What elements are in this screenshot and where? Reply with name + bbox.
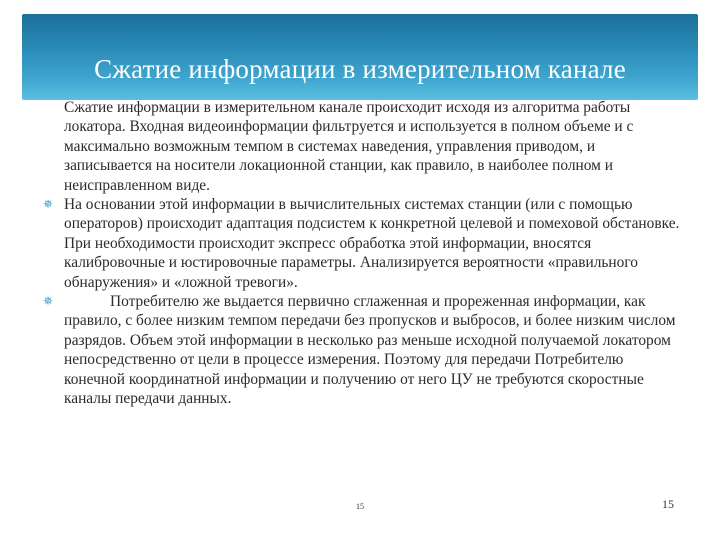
slide-body (43, 98, 682, 409)
page-number-center: 15 (356, 502, 364, 511)
paragraph-1-text: Сжатие информации в измерительном канале происходит исходя из алгоритма работы локатора. Входная видеоинформации фильтруется и используется в полном объеме и с максимально возможным темпом в системах наведения, управления приводом, и записывается на носители локационной станции, как правило, в наиболее полном и неисправленном виде. (64, 99, 634, 194)
slide-title: Сжатие информации в измерительном канале (94, 54, 626, 84)
paragraph-3-text: Потребителю же выдается первично сглаженная и прореженная информации, как правило, с более низким темпом передачи без пропусков и выбросов, и более низким числом разрядов. Объем этой информации в несколько раз меньше исходной получаемой локатором непосредственно от цели в процессе измерения. Поэтому для передачи Потребителю конечной координатной информации и получению от него ЦУ не требуются скоростные каналы передачи данных. (64, 293, 676, 408)
paragraph-1 (64, 98, 682, 195)
page-number-right: 15 (662, 497, 674, 511)
bullet-icon: ✵ (43, 294, 54, 309)
bullet-icon: ✵ (43, 197, 54, 212)
paragraph-2 (43, 195, 682, 292)
paragraph-2-text: На основании этой информации в вычислительных системах станции (или с помощью операторов) происходит адаптация подсистем к конкретной целевой и помеховой обстановке. При необходимости происходит экспресс обработка этой информации, вносятся калибровочные и юстировочные параметры. Анализируется вероятности «правильного обнаружения» и «ложной тревоги». (64, 196, 680, 291)
paragraph-3 (43, 292, 682, 408)
title-banner (22, 14, 698, 100)
